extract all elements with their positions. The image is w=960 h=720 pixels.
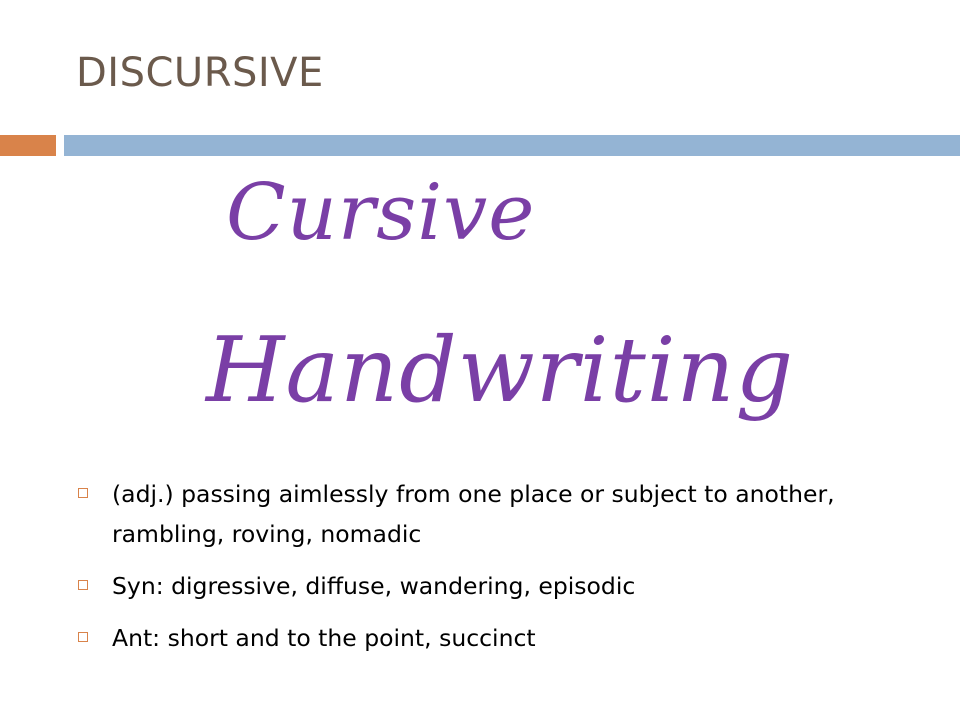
bullet-text: Ant: short and to the point, succinct — [112, 624, 536, 652]
accent-bar-blue — [64, 135, 960, 156]
accent-bar-orange — [0, 135, 56, 156]
cursive-image-line-1: Cursive — [226, 168, 536, 258]
bullet-item-definition — [70, 474, 930, 554]
square-bullet-icon — [78, 488, 88, 498]
bullet-text: Syn: digressive, diffuse, wandering, episodic — [112, 572, 636, 600]
bullet-text: (adj.) passing aimlessly from one place or subject to another, rambling, roving, nomadic — [112, 480, 835, 548]
square-bullet-icon — [78, 632, 88, 642]
square-bullet-icon — [78, 580, 88, 590]
cursive-image-line-2: Handwriting — [206, 318, 795, 423]
slide-title: DISCURSIVE — [76, 50, 324, 96]
bullet-item-synonyms — [70, 566, 930, 606]
bullet-list — [70, 474, 930, 670]
bullet-item-antonyms — [70, 618, 930, 658]
